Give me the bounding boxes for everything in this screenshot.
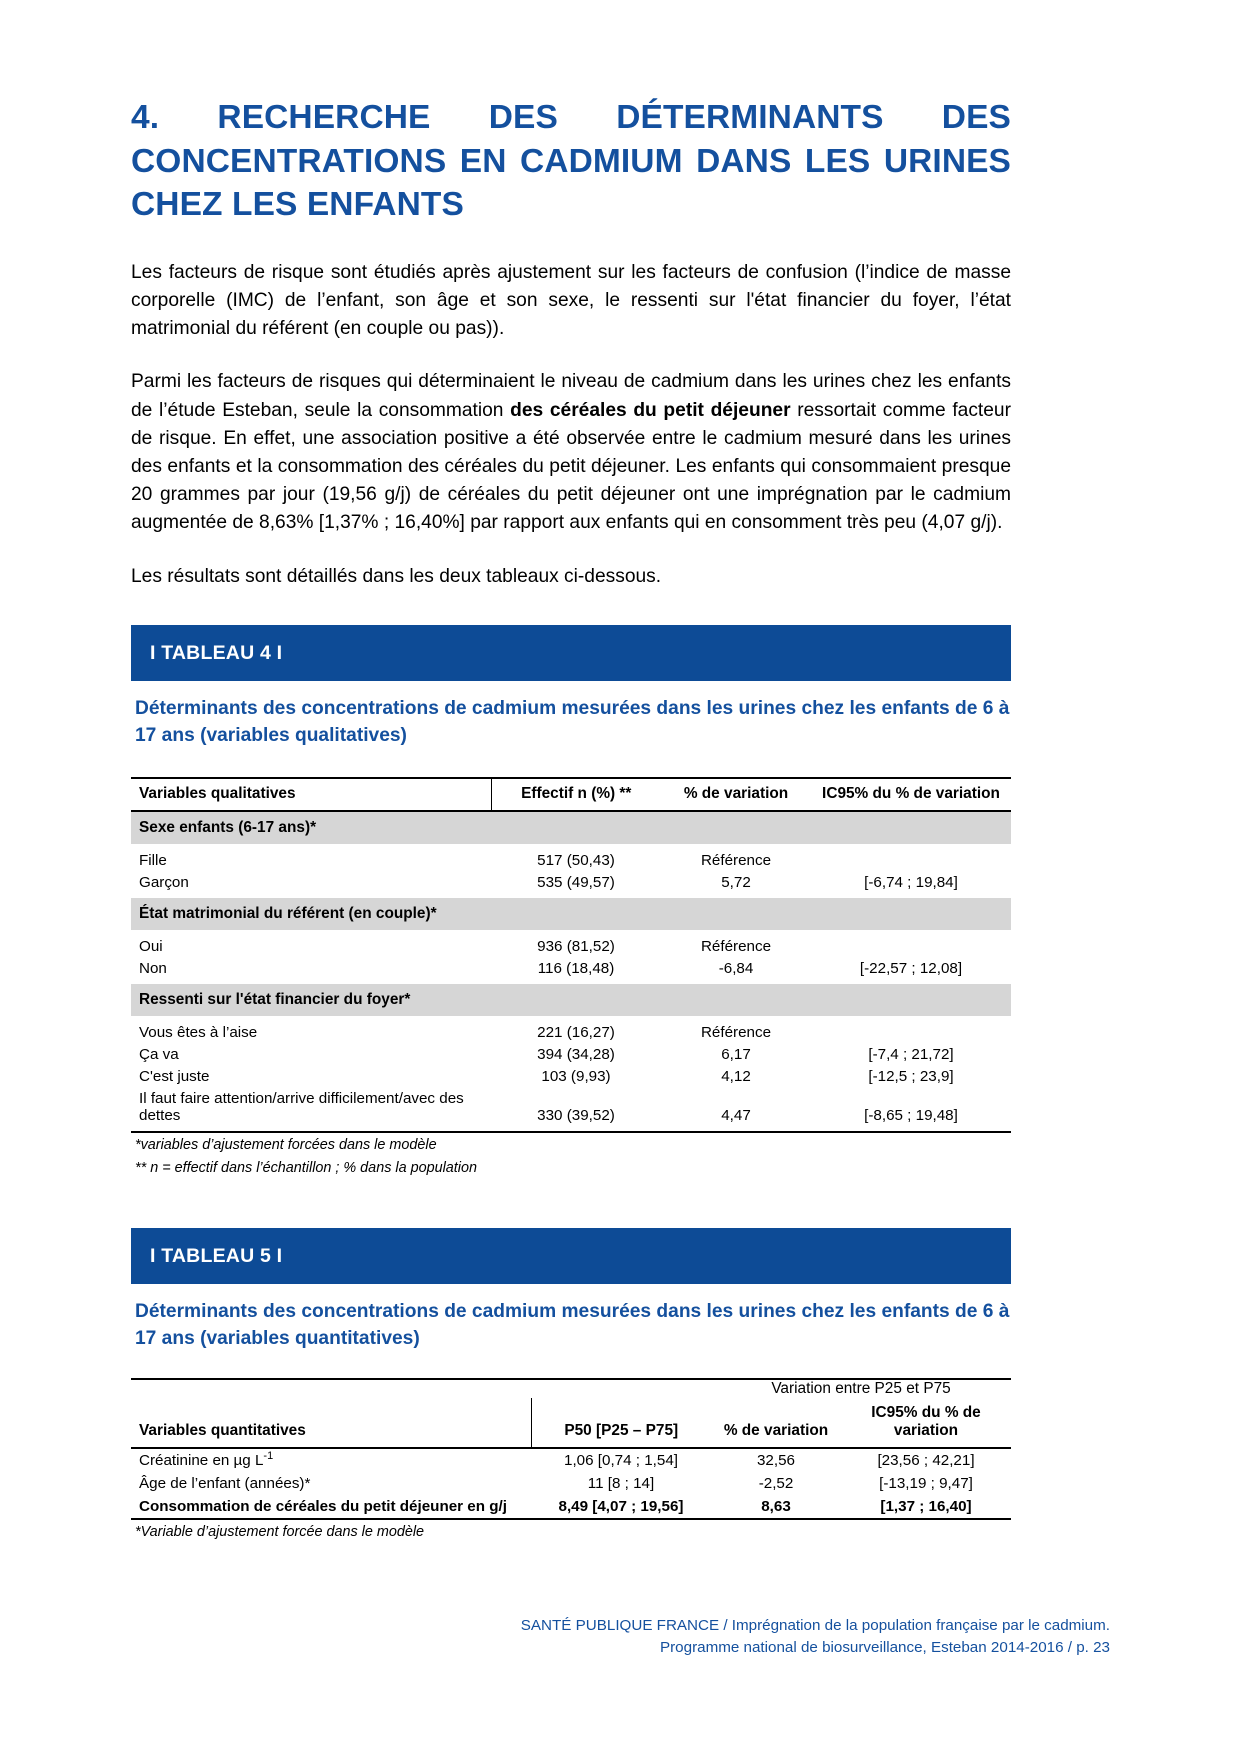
row-ic95 [811,844,1011,872]
paragraph-findings-part1: Parmi les facteurs de risques qui déterminaient le niveau de cadmium dans les urines chez les enfants de l’étude Esteban, seule la consommation [131,371,1011,421]
row-variation: 6,17 [721,1046,751,1064]
row-ic95: [1,37 ; 16,40] [880,1498,972,1516]
row-label: Vous êtes à l’aise [139,1024,258,1042]
table4-section-label: Ressenti sur l'état financier du foyer* [131,984,1011,1016]
row-label: C'est juste [139,1068,210,1086]
table-row [131,1448,1011,1472]
row-ic95 [811,930,1011,958]
paragraph-findings [131,368,1011,537]
table4-banner: I TABLEAU 4 I [131,625,1011,681]
paragraph-intro: Les facteurs de risque sont étudiés après ajustement sur les facteurs de confusion (l’indice de masse corporelle (IMC) de l’enfant, son âge et son sexe, le ressenti sur l'état financier du foyer, l’état matrimonial du référent (en couple ou pas)). [131,261,1011,340]
row-label: Il faut faire attention/arrive difficilement/avec des dettes [139,1090,464,1125]
table5-col-variables: Variables quantitatives [131,1398,531,1448]
page-title [131,96,1011,227]
row-effectif: 394 (34,28) [537,1046,615,1064]
row-variation: -2,52 [758,1475,794,1493]
row-variation: Référence [700,938,772,956]
row-variation: Référence [700,1024,772,1042]
table-row [131,958,1011,985]
row-label: Consommation de céréales du petit déjeuner en g/j [139,1498,507,1516]
row-variation: 4,47 [721,1107,751,1125]
table4-header [131,778,1011,811]
row-label-superscript: -1 [263,1450,274,1463]
table4-footnote-2: ** n = effectif dans l’échantillon ; % dans la population [135,1159,478,1176]
footer-line-1: SANTÉ PUBLIQUE FRANCE / Imprégnation de la population française par le cadmium. [520,1616,1110,1634]
row-label [131,1448,531,1472]
table5-group-label: Variation entre P25 et P75 [771,1380,951,1398]
table-row [131,930,1011,958]
table-row [131,1044,1011,1066]
paragraph-results-pointer: Les résultats sont détaillés dans les deux tableaux ci-dessous. [131,565,662,587]
table4-section-header [131,898,1011,930]
row-effectif: 936 (81,52) [537,938,615,956]
row-p50: 1,06 [0,74 ; 1,54] [564,1452,678,1470]
table4-col-variables: Variables qualitatives [131,778,491,811]
section-title-text: RECHERCHE DES DÉTERMINANTS DES CONCENTRATIONS EN CADMIUM DANS LES URINES CHEZ LES ENFANTS [131,99,1011,224]
paragraph-findings-emphasis: des céréales du petit déjeuner [510,399,791,421]
table-row [131,844,1011,872]
row-p50: 8,49 [4,07 ; 19,56] [558,1498,684,1516]
table5-container [131,1378,1011,1542]
table5-caption: Déterminants des concentrations de cadmium mesurées dans les urines chez les enfants de 6 à 17 ans (variables quantitatives) [135,1300,1010,1349]
row-ic95: [-22,57 ; 12,08] [859,960,963,978]
row-variation: 8,63 [761,1498,791,1516]
table4-section-header [131,811,1011,844]
table4-section-label: État matrimonial du référent (en couple)* [131,898,1011,930]
row-ic95: [-12,5 ; 23,9] [868,1068,954,1086]
table4-section-header [131,984,1011,1016]
row-variation: 5,72 [721,874,751,892]
section-number: 4. [131,99,160,136]
table4-footnote-1: *variables d’ajustement forcées dans le modèle [135,1137,437,1154]
footer-line-2: Programme national de biosurveillance, Esteban 2014-2016 / p. 23 [659,1638,1110,1656]
table5-header-row [131,1398,1011,1448]
row-variation: 32,56 [756,1452,795,1470]
row-label: Ça va [139,1046,179,1064]
table5 [131,1378,1011,1520]
row-label-text: Créatinine en µg L [139,1452,264,1470]
table5-col-p50: P50 [P25 – P75] [564,1422,679,1440]
table-row [131,1066,1011,1088]
table4-col-variation: % de variation [683,785,789,803]
row-variation: Référence [700,852,772,870]
table5-header [131,1379,1011,1448]
row-label: Âge de l’enfant (années)* [139,1475,311,1493]
table4-caption: Déterminants des concentrations de cadmium mesurées dans les urines chez les enfants de 6 à 17 ans (variables qualitatives) [135,697,1010,747]
page-footer [521,1615,1110,1659]
row-label: Oui [139,938,163,956]
page-content [131,96,1011,1542]
table5-col-ic95: IC95% du % de variation [871,1404,981,1440]
table4-col-ic95: IC95% du % de variation [822,785,1000,803]
row-label: Non [139,960,167,978]
row-ic95: [23,56 ; 42,21] [877,1452,975,1470]
table4-container [131,777,1011,1177]
table4 [131,777,1011,1133]
row-effectif: 116 (18,48) [537,960,615,978]
row-variation: 4,12 [721,1068,751,1086]
paragraph-findings-part2: ressortait comme facteur de risque. En effet, une association positive a été observée entre le cadmium mesuré dans les urines des enfants et la consommation des céréales du petit déjeuner. Les enfants qui consommaient presque 20 grammes par jour (19,56 g/j) de céréales du petit déjeuner ont une imprégnation par le cadmium augmentée de 8,63% [1,37% ; 16,40%] par rapport aux enfants qui en consomment très peu (4,07 g/j). [131,399,1011,534]
table4-header-row [131,778,1011,811]
table4-body [131,811,1011,1132]
table5-group-spacer-2 [531,1379,711,1398]
row-effectif: 221 (16,27) [537,1024,615,1042]
table5-col-variation: % de variation [723,1422,829,1440]
row-label: Fille [139,852,167,870]
row-effectif: 535 (49,57) [537,874,615,892]
row-ic95: [-13,19 ; 9,47] [879,1475,973,1493]
row-ic95 [811,1016,1011,1044]
table5-banner: I TABLEAU 5 I [131,1228,1011,1284]
table5-group-spacer [131,1379,531,1398]
table-row [131,1472,1011,1495]
row-ic95: [-6,74 ; 19,84] [864,874,958,892]
row-ic95: [-8,65 ; 19,48] [864,1107,958,1125]
row-effectif: 330 (39,52) [537,1107,615,1125]
row-effectif: 517 (50,43) [537,852,615,870]
table5-group-header-row [131,1379,1011,1398]
table-row [131,1495,1011,1519]
table-row [131,1016,1011,1044]
row-ic95: [-7,4 ; 21,72] [868,1046,954,1064]
table4-col-effectif: Effectif n (%) ** [521,785,632,803]
table5-body [131,1448,1011,1519]
table5-footnote-1: *Variable d’ajustement forcée dans le modèle [135,1524,425,1541]
row-effectif: 103 (9,93) [541,1068,611,1086]
row-variation: -6,84 [718,960,754,978]
table4-section-label: Sexe enfants (6-17 ans)* [131,811,1011,844]
row-p50: 11 [8 ; 14] [587,1475,655,1493]
row-label: Garçon [139,874,189,892]
table-row [131,872,1011,899]
table-row [131,1088,1011,1133]
